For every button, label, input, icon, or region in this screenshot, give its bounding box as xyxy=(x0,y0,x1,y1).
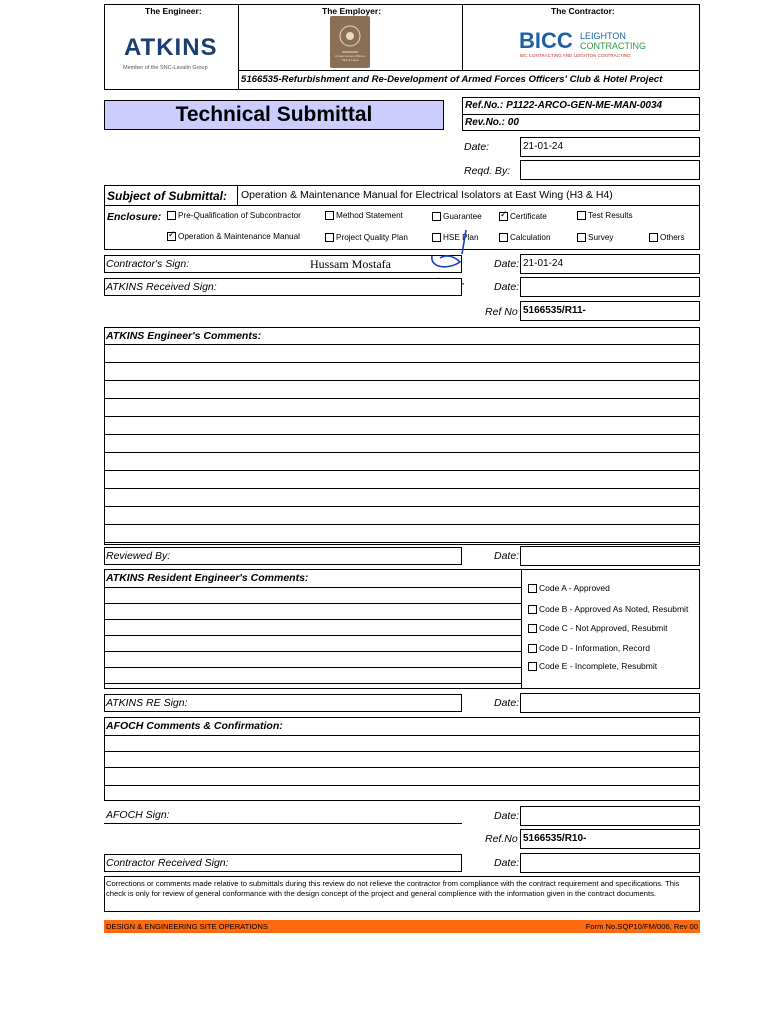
comment-row-line xyxy=(104,524,700,525)
afoch-sign-line xyxy=(104,823,462,824)
comment-row-line xyxy=(104,619,521,620)
empty-box-icon[interactable] xyxy=(167,211,176,220)
contractor-label: The Contractor: xyxy=(551,6,615,16)
re-sign-date-field[interactable] xyxy=(520,693,700,713)
enclosure-label: Enclosure: xyxy=(107,211,162,223)
enclosure-checkbox[interactable] xyxy=(577,211,633,220)
contractor-sign-date-label: Date: xyxy=(494,258,520,270)
date-value: 21-01-24 xyxy=(523,141,564,152)
comment-row-line xyxy=(104,416,700,417)
leighton-line1: LEIGHTON xyxy=(580,31,626,41)
disclaimer-text: Corrections or comments made relative to submittals during this review do not relieve the contractor from compliance with the contract requirement and specifications. This check is only for review of general conformance with the design concept of the project and general complience with the information given in the contract documents. xyxy=(106,879,680,898)
contractor-received-date-field[interactable] xyxy=(520,853,700,873)
contractor-received-date-label: Date: xyxy=(494,857,520,869)
review-code-option[interactable] xyxy=(528,583,610,593)
footer-right: Form No.SQP10/FM/006, Rev 00 xyxy=(585,922,698,931)
comment-row-line xyxy=(104,751,700,752)
enclosure-checkbox-label: Calculation xyxy=(510,233,551,242)
enclosure-checkbox-label: HSE Plan xyxy=(443,233,479,242)
comment-row-line xyxy=(104,506,700,507)
enclosure-checkbox-label: Operation & Maintenance Manual xyxy=(178,232,300,241)
header-divider-1 xyxy=(238,4,239,90)
atkins-received-date-field[interactable] xyxy=(520,277,700,297)
enclosure-checkbox[interactable] xyxy=(432,212,482,221)
employer-label: The Employer: xyxy=(322,6,382,16)
reviewed-by-label: Reviewed By: xyxy=(106,550,171,562)
subject-value: Operation & Maintenance Manual for Electrical Isolators at East Wing (H3 & H4) xyxy=(241,189,613,201)
atkins-tagline: Member of the SNC-Lavalin Group xyxy=(123,65,208,71)
enclosure-checkbox[interactable] xyxy=(325,233,408,242)
review-code-option[interactable] xyxy=(528,623,668,633)
comment-row-line xyxy=(104,542,700,543)
comment-row-line xyxy=(104,398,700,399)
comment-row-line xyxy=(104,683,521,684)
review-code-option[interactable] xyxy=(528,604,688,614)
ref-no-value: 5166535/R11- xyxy=(523,305,586,316)
empty-box-icon[interactable] xyxy=(649,233,658,242)
comment-row-line xyxy=(104,470,700,471)
review-code-label: Code A - Approved xyxy=(539,583,610,593)
reqd-by-label: Reqd. By: xyxy=(464,165,511,177)
empty-box-icon[interactable] xyxy=(325,233,334,242)
afoch-comments-label: AFOCH Comments & Confirmation: xyxy=(106,720,283,732)
comment-row-line xyxy=(104,434,700,435)
comment-row-line xyxy=(104,362,700,363)
empty-box-icon[interactable] xyxy=(528,624,537,633)
enclosure-checkbox-label: Test Results xyxy=(588,211,633,220)
enclosure-checkbox[interactable] xyxy=(649,233,685,242)
project-title: 5166535-Refurbishment and Re-Development of Armed Forces Officers' Club & Hotel Project xyxy=(241,74,663,85)
engineer-label: The Engineer: xyxy=(145,6,202,16)
employer-logo xyxy=(330,16,370,68)
enclosure-checkbox-label: Survey xyxy=(588,233,614,242)
comment-row-line xyxy=(104,452,700,453)
empty-box-icon[interactable] xyxy=(325,211,334,220)
review-code-label: Code E - Incomplete, Resubmit xyxy=(539,661,658,671)
comment-row-line xyxy=(104,488,700,489)
date-label: Date: xyxy=(464,141,490,153)
enclosure-checkbox[interactable] xyxy=(577,233,613,242)
comment-row-line xyxy=(104,735,700,736)
re-sign-date-label: Date: xyxy=(494,697,520,709)
empty-box-icon[interactable] xyxy=(499,233,508,242)
enclosure-checkbox[interactable] xyxy=(167,232,300,241)
comment-row-line xyxy=(104,344,700,345)
header-divider-2 xyxy=(462,4,463,70)
reviewed-by-date-label: Date: xyxy=(494,550,520,562)
header-divider-h xyxy=(238,70,700,71)
afoch-sign-date-field[interactable] xyxy=(520,806,700,826)
reviewed-by-date-field[interactable] xyxy=(520,546,700,566)
employer-logo-text: Armed Forces Officers Club & Hotel xyxy=(335,54,365,62)
enclosure-checkbox[interactable] xyxy=(325,211,403,220)
ref-no2-label: Ref.No xyxy=(485,833,518,845)
footer-left: DESIGN & ENGINEERING SITE OPERATIONS xyxy=(106,922,268,931)
contractor-sign-label: Contractor's Sign: xyxy=(106,258,190,270)
subject-label: Subject of Submittal: xyxy=(107,189,227,203)
page-title: Technical Submittal xyxy=(175,103,373,126)
subject-vdivider xyxy=(237,185,238,205)
enclosure-checkbox-label: Project Quality Plan xyxy=(336,233,408,242)
ref-no2-value: 5166535/R10- xyxy=(523,833,587,844)
afoch-sign-label: AFOCH Sign: xyxy=(106,809,170,821)
empty-box-icon[interactable] xyxy=(577,233,586,242)
subject-divider xyxy=(104,205,700,206)
reqd-by-field[interactable] xyxy=(520,160,700,180)
engineer-comments-label: ATKINS Engineer's Comments: xyxy=(106,330,262,342)
contractor-sign-date: 21-01-24 xyxy=(523,258,564,269)
atkins-logo: ATKINS xyxy=(124,34,218,61)
re-sign-label: ATKINS RE Sign: xyxy=(106,697,188,709)
empty-box-icon[interactable] xyxy=(577,211,586,220)
comment-row-line xyxy=(104,587,521,588)
enclosure-checkbox-label: Guarantee xyxy=(443,212,482,221)
empty-box-icon[interactable] xyxy=(528,662,537,671)
review-code-label: Code B - Approved As Noted, Resubmit xyxy=(539,604,689,614)
engineer-comments-block xyxy=(104,327,700,545)
afoch-sign-date-label: Date: xyxy=(494,810,520,822)
comment-row-line xyxy=(104,651,521,652)
ref-no-label: Ref No xyxy=(485,306,518,318)
comment-row-line xyxy=(104,667,521,668)
review-code-label: Code D - Information, Record xyxy=(539,643,651,653)
enclosure-checkbox[interactable] xyxy=(499,233,551,242)
empty-box-icon[interactable] xyxy=(528,584,537,593)
review-code-label: Code C - Not Approved, Resubmit xyxy=(539,623,668,633)
review-code-option[interactable] xyxy=(528,643,650,653)
comment-row-line xyxy=(104,380,700,381)
comment-row-line xyxy=(104,635,521,636)
comment-row-line xyxy=(104,603,521,604)
bicc-tagline: BIC CONTRACTING AND LEIGHTON CONTRACTING xyxy=(520,53,631,58)
ref-no: Ref.No.: P1122-ARCO-GEN-ME-MAN-0034 xyxy=(465,100,663,111)
rev-no: Rev.No.: 00 xyxy=(465,117,519,128)
enclosure-checkbox[interactable] xyxy=(499,212,547,221)
checked-box-icon[interactable] xyxy=(499,212,508,221)
enclosure-checkbox-label: Certificate xyxy=(510,212,547,221)
contractor-sign-name: Hussam Mostafa xyxy=(310,257,391,271)
resident-comments-label: ATKINS Resident Engineer's Comments: xyxy=(106,572,309,584)
atkins-received-date-label: Date: xyxy=(494,281,520,293)
contractor-received-label: Contractor Received Sign: xyxy=(106,857,229,869)
enclosure-checkbox-label: Others xyxy=(660,233,685,242)
comment-row-line xyxy=(104,767,700,768)
checked-box-icon[interactable] xyxy=(167,232,176,241)
empty-box-icon[interactable] xyxy=(432,212,441,221)
empty-box-icon[interactable] xyxy=(528,605,537,614)
atkins-received-label: ATKINS Received Sign: xyxy=(106,281,217,293)
review-code-option[interactable] xyxy=(528,661,657,671)
enclosure-checkbox-label: Pre-Qualification of Subcontractor xyxy=(178,211,301,220)
enclosure-checkbox-label: Method Statement xyxy=(336,211,403,220)
ref-box-divider xyxy=(462,114,700,115)
leighton-line2: CONTRACTING xyxy=(580,41,646,51)
resident-comments-vdivider xyxy=(521,569,522,689)
enclosure-checkbox[interactable] xyxy=(167,211,301,220)
empty-box-icon[interactable] xyxy=(528,644,537,653)
bicc-logo: BICC xyxy=(519,28,573,53)
comment-row-line xyxy=(104,785,700,786)
